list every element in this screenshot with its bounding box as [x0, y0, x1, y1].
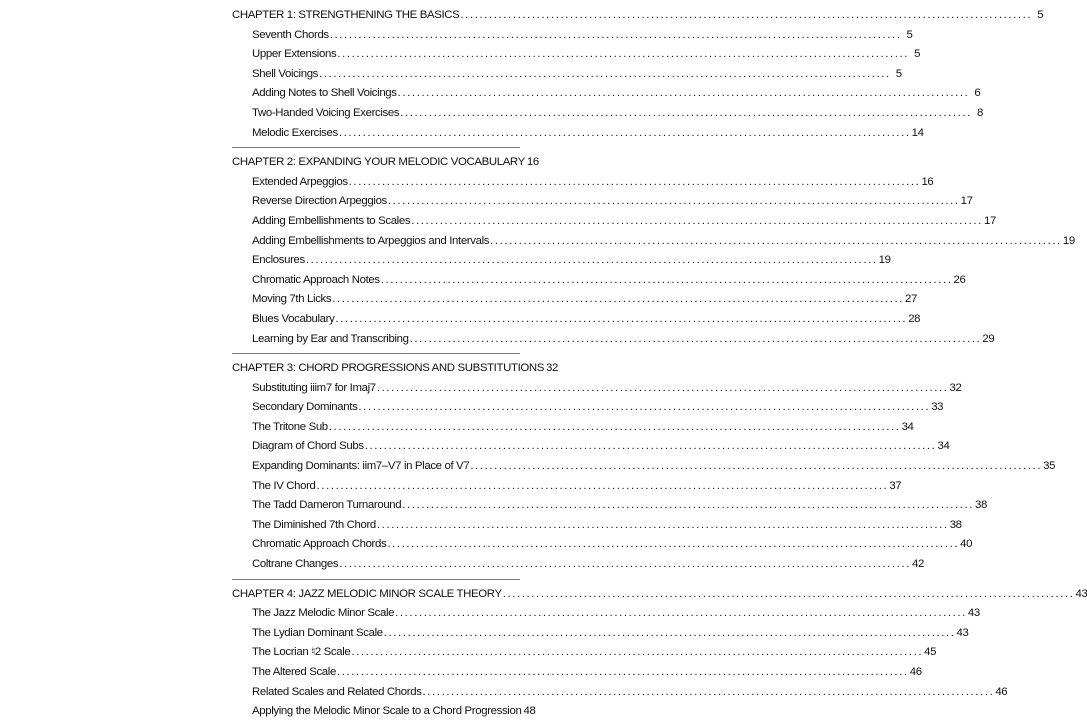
dot-leader: ........................................................................................................................ — [400, 106, 972, 119]
entry-title: Seventh Chords — [252, 28, 329, 41]
toc-entry — [232, 173, 934, 193]
entry-title: Chromatic Approach Chords — [252, 538, 387, 551]
dot-leader: ........................................................................................................................ — [376, 381, 949, 394]
page-number: 45 — [924, 646, 937, 659]
page-number: 19 — [1062, 234, 1075, 247]
chapter-heading — [232, 153, 539, 173]
page-number: 5 — [895, 67, 902, 80]
dot-leader: ........................................................................................................................ — [409, 332, 982, 345]
dot-leader: ........................................................................................................................ — [336, 666, 909, 678]
page-number: 32 — [949, 381, 962, 394]
dot-leader: ........................................................................................................................ — [339, 558, 911, 571]
toc-entry — [232, 535, 973, 555]
page-number: 43 — [967, 607, 980, 620]
page-number: 17 — [983, 214, 996, 227]
entry-title: Diagram of Chord Subs — [252, 440, 364, 453]
entry-title: The IV Chord — [252, 479, 316, 492]
dot-leader: ........................................................................................................................ — [395, 607, 967, 620]
table-of-contents — [232, 6, 1087, 722]
entry-title: Secondary Dominants — [252, 401, 358, 414]
dot-leader: ........................................................................................................................ — [328, 420, 901, 433]
page-number: 26 — [953, 273, 966, 286]
toc-entry — [232, 496, 988, 516]
dot-leader: ........................................................................................................................ — [422, 685, 995, 698]
page-number: 16 — [526, 156, 539, 169]
page-number: 17 — [960, 195, 973, 208]
page-number: 19 — [878, 254, 891, 267]
page-number: 14 — [911, 126, 924, 139]
entry-title: Expanding Dominants: iim7–V7 in Place of V7 — [252, 460, 470, 473]
dot-leader: ........................................................................................................................ — [364, 440, 937, 453]
chapter-section — [232, 585, 1087, 722]
entry-title: Adding Embellishments to Scales — [252, 214, 411, 227]
entry-title: Two-Handed Voicing Exercises — [252, 106, 400, 119]
page-number: 32 — [546, 362, 559, 375]
toc-entry — [232, 702, 536, 722]
dot-leader: ........................................................................................................................ — [502, 587, 1075, 600]
page-number: 33 — [931, 401, 944, 414]
entry-title: Chromatic Approach Notes — [252, 273, 380, 286]
dot-leader: ........................................................................................................................ — [319, 67, 891, 80]
page-number: 5 — [1037, 9, 1044, 21]
toc-entry — [232, 604, 980, 624]
chapter-title: CHAPTER 1: STRENGTHENING THE BASICS — [232, 9, 460, 21]
section-divider — [232, 353, 520, 354]
toc-entry — [232, 290, 917, 310]
toc-entry — [232, 212, 996, 232]
toc-entry — [232, 330, 995, 350]
entry-title: Melodic Exercises — [252, 126, 338, 139]
chapter-title: CHAPTER 2: EXPANDING YOUR MELODIC VOCABULARY — [232, 156, 525, 169]
dot-leader: ........................................................................................................................ — [383, 626, 956, 639]
page-number: 28 — [908, 312, 921, 325]
page-number: 34 — [937, 440, 950, 453]
page-number: 34 — [901, 420, 914, 433]
dot-leader: ........................................................................................................................ — [358, 401, 931, 414]
page-number: 16 — [921, 175, 934, 188]
page-number: 6 — [974, 87, 981, 100]
entry-title: Related Scales and Related Chords — [252, 685, 422, 698]
page-number: 38 — [975, 499, 988, 512]
section-divider — [232, 579, 520, 580]
dot-leader: ........................................................................................................................ — [402, 499, 975, 512]
toc-entry — [232, 398, 944, 418]
entry-title: Upper Extensions — [252, 48, 337, 61]
entry-title: The Diminished 7th Chord — [252, 518, 376, 531]
page-number: 5 — [914, 48, 921, 61]
page-number: 37 — [889, 479, 902, 492]
toc-entry — [232, 271, 966, 291]
entry-title: Reverse Direction Arpeggios — [252, 195, 387, 208]
toc-entry — [232, 683, 1008, 703]
entry-title: Learning by Ear and Transcribing — [252, 332, 409, 345]
entry-title: The Tadd Dameron Turnaround — [252, 499, 402, 512]
entry-title: Extended Arpeggios — [252, 175, 348, 188]
entry-title: The Lydian Dominant Scale — [252, 626, 383, 639]
dot-leader: ........................................................................................................................ — [460, 9, 1033, 21]
chapter-heading — [232, 6, 1044, 26]
entry-title: Adding Embellishments to Arpeggios and Intervals — [252, 234, 490, 247]
dot-leader: ........................................................................................................................ — [337, 48, 910, 61]
toc-entry — [232, 418, 914, 438]
section-divider — [232, 147, 520, 148]
page-number: 43 — [1075, 587, 1087, 600]
toc-entry — [232, 192, 973, 212]
toc-entry — [232, 516, 962, 536]
toc-entry — [232, 477, 902, 497]
toc-entry — [232, 251, 891, 271]
dot-leader: ........................................................................................................................ — [348, 175, 921, 188]
page-number: 35 — [1043, 460, 1056, 473]
entry-title: The Jazz Melodic Minor Scale — [252, 607, 395, 620]
toc-entry — [232, 555, 924, 575]
dot-leader: ........................................................................................................................ — [470, 460, 1043, 473]
toc-entry — [232, 437, 950, 457]
entry-title: Coltrane Changes — [252, 558, 339, 571]
dot-leader: ........................................................................................................................ — [397, 87, 970, 100]
page-number: 42 — [911, 558, 924, 571]
entry-title: Applying the Melodic Minor Scale to a Chord Progression — [252, 705, 522, 718]
page-number: 40 — [960, 538, 973, 551]
toc-entry — [232, 45, 921, 65]
dot-leader: ........................................................................................................................ — [305, 254, 878, 267]
chapter-heading — [232, 359, 559, 379]
dot-leader: ........................................................................................................................ — [316, 479, 889, 492]
toc-entry — [232, 65, 902, 85]
dot-leader: ........................................................................................................................ — [329, 28, 902, 41]
page-number: 5 — [906, 28, 913, 41]
toc-entry — [232, 124, 924, 144]
entry-title: Moving 7th Licks — [252, 293, 332, 306]
page-number: 29 — [982, 332, 995, 345]
dot-leader: ........................................................................................................................ — [387, 538, 960, 551]
toc-entry — [232, 457, 1056, 477]
entry-title: Substituting iiim7 for Imaj7 — [252, 381, 376, 394]
entry-title: The Altered Scale — [252, 666, 336, 678]
entry-title: Blues Vocabulary — [252, 312, 335, 325]
dot-leader: ........................................................................................................................ — [332, 293, 905, 306]
page-number: 46 — [909, 666, 922, 678]
dot-leader: ........................................................................................................................ — [376, 518, 949, 531]
entry-title: Shell Voicings — [252, 67, 319, 80]
page-number: 8 — [976, 106, 983, 119]
chapter-section — [232, 6, 1044, 143]
chapter-section — [232, 359, 1056, 575]
page-number: 48 — [523, 705, 536, 718]
toc-entry — [232, 624, 969, 644]
dot-leader: ........................................................................................................................ — [490, 234, 1062, 247]
entry-title: The Tritone Sub — [252, 420, 328, 433]
dot-leader: ........................................................................................................................ — [387, 195, 960, 208]
toc-entry — [232, 232, 1075, 252]
page-number: 38 — [949, 518, 962, 531]
page-number: 46 — [995, 685, 1008, 698]
toc-entry — [232, 310, 921, 330]
dot-leader: ........................................................................................................................ — [335, 312, 908, 325]
chapter-title: CHAPTER 4: JAZZ MELODIC MINOR SCALE THEORY — [232, 587, 502, 600]
toc-entry — [232, 26, 913, 46]
chapter-heading — [232, 585, 1087, 605]
chapter-section — [232, 153, 1075, 349]
chapter-title: CHAPTER 3: CHORD PROGRESSIONS AND SUBSTITUTIONS — [232, 362, 545, 375]
entry-title: Adding Notes to Shell Voicings — [252, 87, 397, 100]
entry-title: Enclosures — [252, 254, 305, 267]
entry-title: The Locrian ♮2 Scale — [252, 646, 351, 659]
dot-leader: ........................................................................................................................ — [338, 126, 911, 139]
page-number: 43 — [956, 626, 969, 639]
toc-entry — [232, 84, 981, 104]
dot-leader: ........................................................................................................................ — [411, 214, 983, 227]
toc-entry — [232, 643, 937, 663]
toc-entry — [232, 104, 983, 124]
dot-leader: ........................................................................................................................ — [380, 273, 953, 286]
dot-leader: ........................................................................................................................ — [351, 646, 924, 659]
page-number: 27 — [905, 293, 917, 306]
toc-entry — [232, 379, 962, 399]
toc-entry — [232, 663, 922, 683]
